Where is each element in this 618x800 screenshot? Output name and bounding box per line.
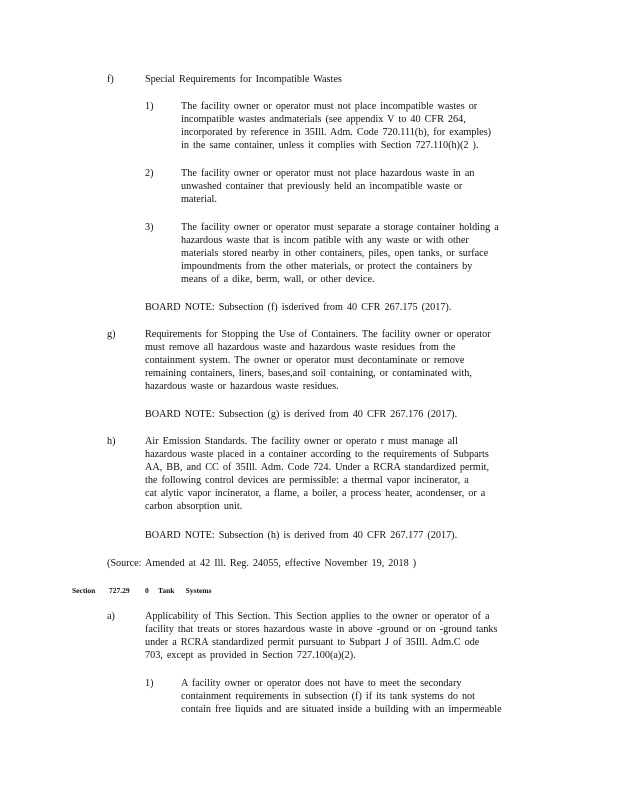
text-line: hazardous waste or hazardous waste residues. (145, 381, 339, 392)
text-line: means of a dike, berm, wall, or other device. (181, 274, 375, 285)
text-line: containment requirements in subsection (f) if its tank systems do not (181, 691, 475, 702)
text-line: The facility owner or operator must separate a storage container holding a (181, 222, 499, 233)
text-line: containment system. The owner or operator must decontaminate or remove (145, 355, 465, 366)
subsection-label-f: f) (107, 74, 114, 85)
text-line: materials stored nearby in other containers, piles, open tanks, or surface (181, 248, 489, 259)
text-line: unwashed container that previously held an incompatible waste or (181, 181, 463, 192)
text-line: material. (181, 194, 217, 205)
text-line: incompatible wastes andmaterials (see appendix V to 40 CFR 264, (181, 114, 466, 125)
text-line: the following control devices are permissible: a thermal vapor incinerator, a (145, 475, 469, 486)
text-line: Applicability of This Section. This Section applies to the owner or operator of a (145, 611, 490, 622)
text-line: A facility owner or operator does not have to meet the secondary (181, 678, 462, 689)
text-line: Requirements for Stopping the Use of Containers. The facility owner or operator (145, 329, 491, 340)
section-number: 727.29 (109, 586, 130, 595)
board-note-f: BOARD NOTE: Subsection (f) isderived from 40 CFR 267.175 (2017). (145, 302, 452, 313)
section-label: Section (72, 586, 96, 595)
subsection-label-h: h) (107, 436, 116, 447)
text-line: must remove all hazardous waste and hazardous waste residues from the (145, 342, 456, 353)
board-note-h: BOARD NOTE: Subsection (h) is derived from 40 CFR 267.177 (2017). (145, 530, 458, 541)
text-line: remaining containers, liners, bases,and soil containing, or contaminated with, (145, 368, 472, 379)
text-line: Air Emission Standards. The facility owner or operato r must manage all (145, 436, 458, 447)
text-line: under a RCRA standardized permit pursuant to Subpart J of 35Ill. Adm.C ode (145, 637, 480, 648)
item-label-f-1: 1) (145, 101, 154, 112)
item-label-f-3: 3) (145, 222, 154, 233)
text-line: cat alytic vapor incinerator, a flame, a boiler, a process heater, acondenser, or a (145, 488, 486, 499)
text-line: The facility owner or operator must not place incompatible wastes or (181, 101, 478, 112)
text-line: facility that treats or stores hazardous waste in above -ground or on -ground tanks (145, 624, 498, 635)
text-line: 703, except as provided in Section 727.100(a)(2). (145, 650, 356, 661)
item-label-a-1: 1) (145, 678, 154, 689)
text-line: hazardous waste placed in a container according to the requirements of Subparts (145, 449, 489, 460)
text-line: The facility owner or operator must not place hazardous waste in an (181, 168, 475, 179)
subsection-heading-f: Special Requirements for Incompatible Wastes (145, 74, 342, 85)
section-title: Tank Systems (158, 586, 212, 595)
item-label-f-2: 2) (145, 168, 154, 179)
text-line: incorporated by reference in 35Ill. Adm. Code 720.111(b), for examples) (181, 127, 492, 138)
text-line: impoundments from the other materials, or protect the containers by (181, 261, 473, 272)
section-sub-number: 0 (145, 586, 149, 595)
text-line: hazardous waste that is incom patible with any waste or with other (181, 235, 469, 246)
board-note-g: BOARD NOTE: Subsection (g) is derived from 40 CFR 267.176 (2017). (145, 409, 458, 420)
text-line: contain free liquids and are situated inside a building with an impermeable (181, 704, 502, 715)
text-line: in the same container, unless it complies with Section 727.110(h)(2 ). (181, 140, 479, 151)
text-line: carbon absorption unit. (145, 501, 243, 512)
source-note: (Source: Amended at 42 Ill. Reg. 24055, effective November 19, 2018 ) (107, 558, 417, 569)
subsection-label-a: a) (107, 611, 115, 622)
text-line: AA, BB, and CC of 35Ill. Adm. Code 724. Under a RCRA standardized permit, (145, 462, 490, 473)
subsection-label-g: g) (107, 329, 116, 340)
